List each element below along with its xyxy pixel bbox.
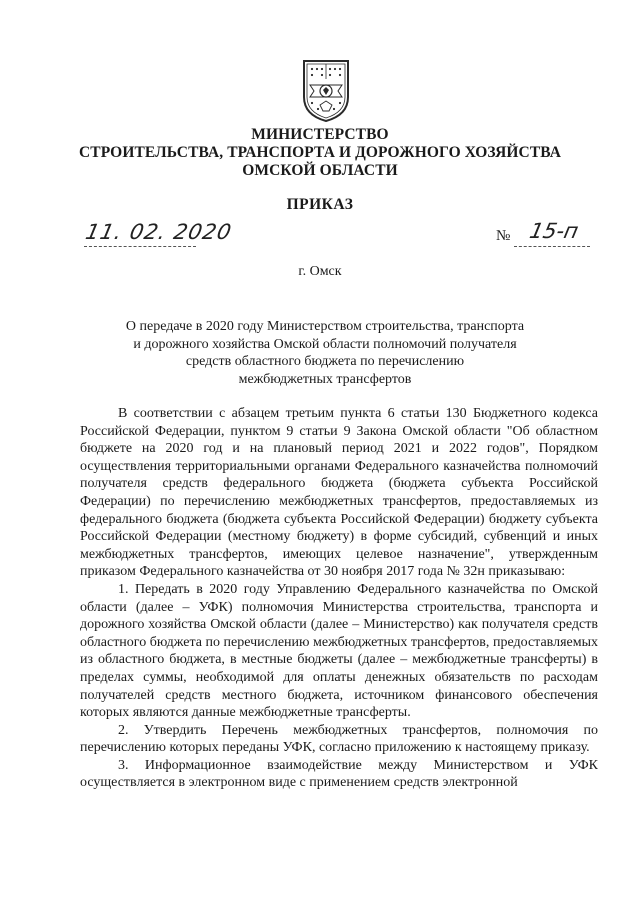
number-underline bbox=[514, 246, 590, 247]
order-date: 11. 02. 2020 bbox=[83, 220, 235, 244]
number-sign: № bbox=[496, 228, 511, 244]
preamble-paragraph: В соответствии с абзацем третьим пункта 6 статьи 130 Бюджетного кодекса Российской Федерации, пунктом 9 статьи 9 Закона Омской области "Об областном бюджете на 2020 год и на плановый период 2021 и 2022 годов", Порядком осуществления территориальными органами Федерального казначейства полномочий получателя средств федерального бюджета (бюджета субъекта Российской Федерации) по перечислению межбюджетных трансфертов, предоставляемых из федерального бюджета (бюджета субъекта Российской Федерации) бюджету субъекта Российской Федерации (местному бюджету) в форме субсидий, субвенций и иных межбюджетных трансфертов, имеющих целевое назначение", утвержденным приказом Федерального казначейства от 30 ноября 2017 года № 32н приказываю: bbox=[80, 406, 598, 580]
title-line-2: и дорожного хозяйства Омской области полномочий получателя bbox=[133, 336, 517, 352]
omsk-coat-of-arms-icon bbox=[300, 57, 352, 123]
title-line-4: межбюджетных трансфертов bbox=[238, 371, 412, 387]
title-line-1: О передаче в 2020 году Министерством строительства, транспорта bbox=[125, 319, 525, 334]
item-1-paragraph: 1. Передать в 2020 году Управлению Федерального казначейства по Омской области (далее – УФК) полномочия Министерства строительства, транспорта и дорожного хозяйства Омской области (далее – Министерство) как получателя средств областного бюджета по перечислению межбюджетных трансфертов, предоставляемых из областного бюджета, в местные бюджеты (далее – межбюджетные трансферты) в пределах суммы, необходимой для оплаты денежных обязательств по расходам получателей средств местного бюджета, источником финансового обеспечения которых являются данные межбюджетные трансферты. bbox=[80, 581, 598, 721]
order-title bbox=[90, 318, 560, 388]
document-type: ПРИКАЗ bbox=[286, 196, 354, 213]
ministry-line-2: СТРОИТЕЛЬСТВА, ТРАНСПОРТА И ДОРОЖНОГО ХОЗЯЙСТВА bbox=[78, 144, 562, 161]
title-line-3: средств областного бюджета по перечислению bbox=[185, 354, 465, 370]
ministry-name bbox=[40, 126, 600, 180]
ministry-line-3: ОМСКОЙ ОБЛАСТИ bbox=[242, 162, 398, 179]
order-number: 15-п bbox=[527, 219, 581, 243]
item-3-paragraph: 3. Информационное взаимодействие между Министерством и УФК осуществляется в электронном виде с применением средств электронной bbox=[80, 757, 598, 791]
order-body bbox=[80, 405, 598, 792]
date-underline bbox=[84, 246, 196, 247]
city: г. Омск bbox=[298, 264, 342, 279]
item-2-paragraph: 2. Утвердить Перечень межбюджетных трансфертов, полномочия по перечислению которых переданы УФК, согласно приложению к настоящему приказу. bbox=[80, 722, 598, 756]
ministry-line-1: МИНИСТЕРСТВО bbox=[251, 126, 389, 143]
